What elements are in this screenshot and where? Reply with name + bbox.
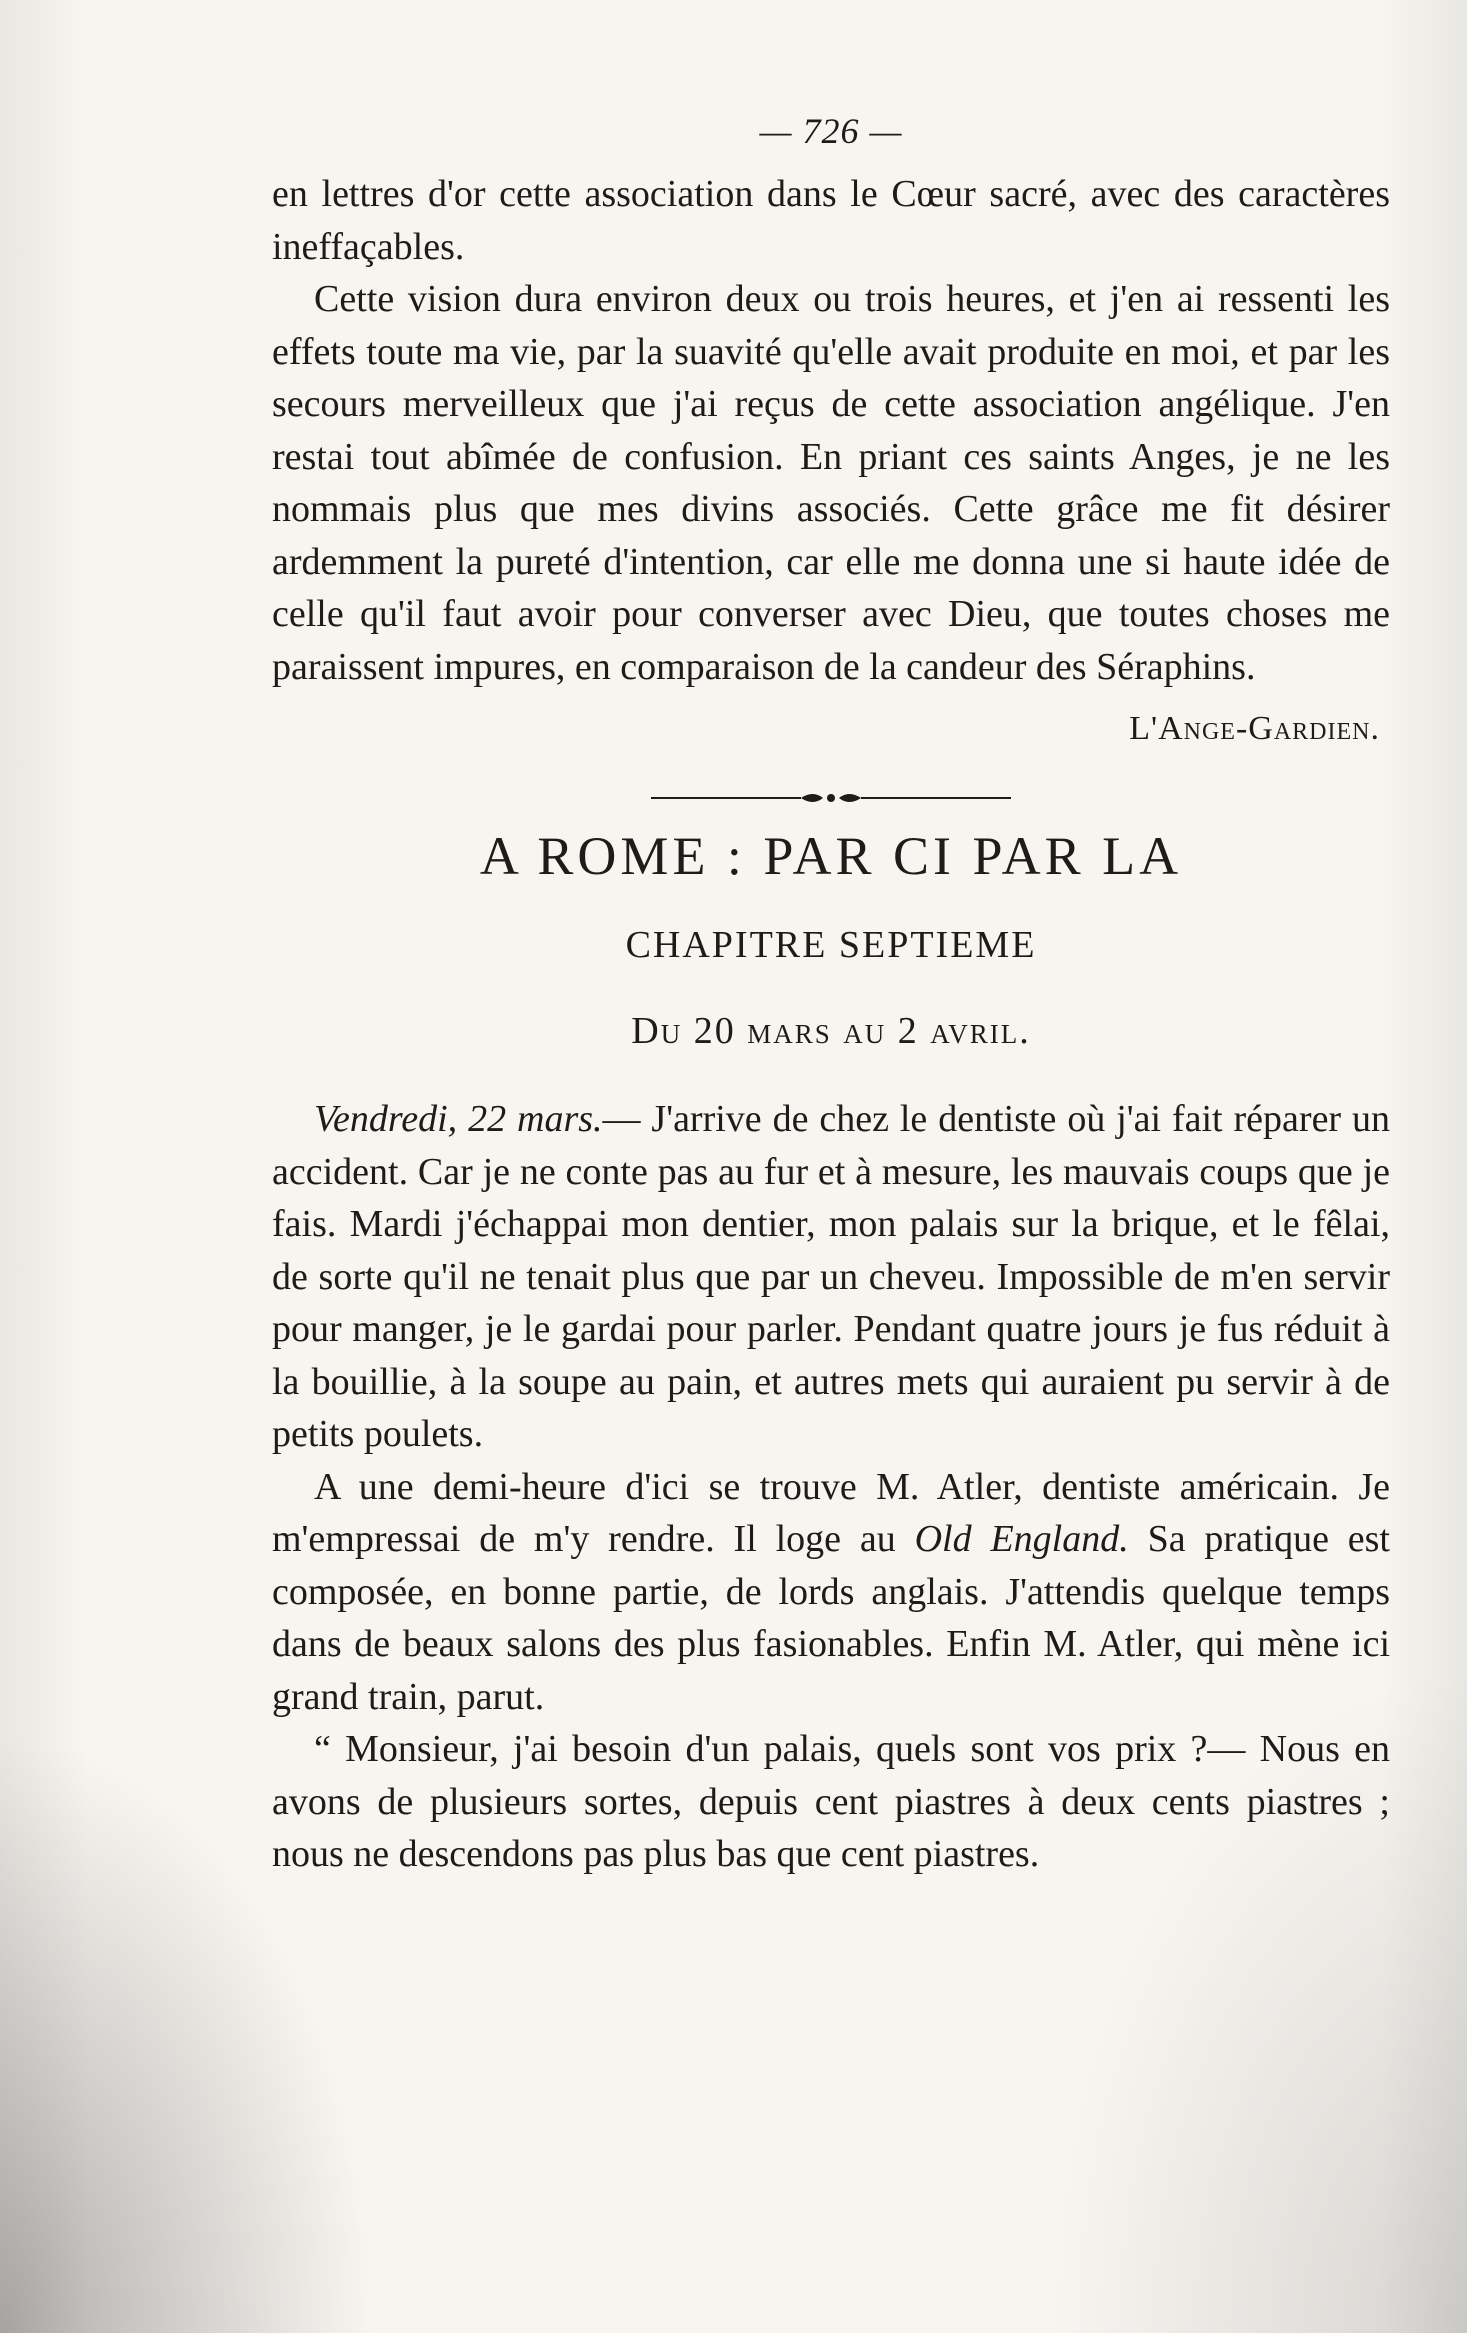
entry-date-lead: Vendredi, 22 mars. <box>314 1098 603 1140</box>
hotel-name: Old England. <box>914 1518 1129 1560</box>
chapter-title: CHAPITRE SEPTIEME <box>625 924 1037 966</box>
intro-paragraph-continuation: en lettres d'or cette association dans le Cœur sacré, avec des caractères ineffaçables. <box>272 173 1390 268</box>
body-paragraph-atler-start: A une demi-heure d'ici se trouve M. Atler, dentiste américain. Je m'empressai de m'y rendre. Il loge au <box>272 1465 1390 1560</box>
body-paragraph-atler <box>272 1461 1390 1724</box>
body-paragraph-dentist <box>272 1093 1390 1461</box>
body-paragraph-dentist-text: — J'arrive de chez le dentiste où j'ai fait réparer un accident. Car je ne conte pas au fur et à mesure, les mauvais coups que je fais. Mardi j'échappai mon dentier, mon palais sur la brique, et le fêlai, de sorte qu'il ne tenait plus que par un cheveu. Impossible de m'en servir pour manger, je le gardai pour parler. Pendant quatre jours je fus réduit à la bouillie, à la soupe au pain, et autres mets qui auraient pu servir à de petits poulets. <box>272 1098 1390 1455</box>
author-signature: L'Ange-Gardien. <box>1129 710 1380 747</box>
chapter-date-range: Du 20 mars au 2 avril. <box>631 1010 1031 1052</box>
section-title: A ROME : PAR CI PAR LA <box>479 826 1183 886</box>
intro-paragraph-vision: Cette vision dura environ deux ou trois heures, et j'en ai ressenti les effets toute ma vie, par la suavité qu'elle avait produite en moi, et par les secours merveilleux que j'ai reçus de cette association angélique. J'en restai tout abîmée de confusion. En priant ces saints Anges, je ne les nommais plus que mes divins associés. Cette grâce me fit désirer ardemment la pureté d'intention, car elle me donna une si haute idée de celle qu'il faut avoir pour converser avec Dieu, que toutes choses me paraissent impures, en comparaison de la candeur des Séraphins. <box>272 278 1390 688</box>
page-number: — 726 — <box>759 111 903 151</box>
page-content <box>272 110 1390 1881</box>
ornament-divider-icon <box>651 789 1011 807</box>
body-paragraph-atler-end: Sa pratique est composée, en bonne partie, de lords anglais. J'attendis quelque temps dans de beaux salons des plus fasionables. Enfin M. Atler, qui mène ici grand train, parut. <box>272 1518 1390 1718</box>
body-paragraph-dialogue: “ Monsieur, j'ai besoin d'un palais, quels sont vos prix ?— Nous en avons de plusieurs sortes, depuis cent piastres à deux cents piastres ; nous ne descendons pas plus bas que cent piastres. <box>272 1728 1390 1875</box>
